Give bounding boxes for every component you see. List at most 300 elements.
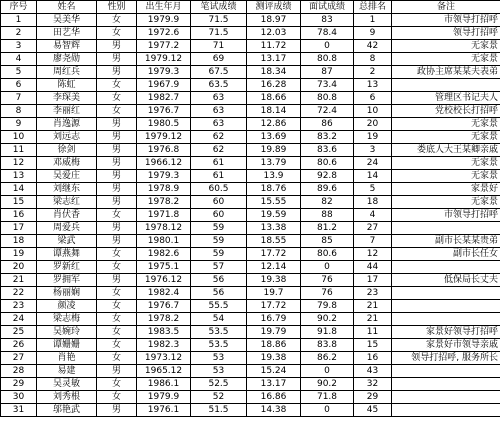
header-interview-score: 面试成绩 [301, 1, 354, 14]
cell-name: 谭姗姗 [37, 339, 97, 352]
cell-gender: 女 [97, 313, 137, 326]
cell-written-score: 59 [191, 248, 247, 261]
cell-index: 27 [1, 352, 37, 365]
cell-name: 邬艳武 [37, 404, 97, 417]
cell-evaluation-score: 19.38 [247, 274, 301, 287]
cell-written-score: 53.5 [191, 339, 247, 352]
cell-name: 吴灵敏 [37, 378, 97, 391]
cell-evaluation-score: 18.97 [247, 14, 301, 27]
cell-birth: 1980.1 [137, 235, 191, 248]
cell-evaluation-score: 17.72 [247, 300, 301, 313]
table-row [1, 66, 500, 79]
cell-remarks: 领导打招呼, 服务所长 [392, 352, 500, 365]
cell-index: 7 [1, 92, 37, 105]
cell-total-rank: 43 [354, 365, 392, 378]
cell-gender: 男 [97, 235, 137, 248]
cell-name: 刘继东 [37, 183, 97, 196]
table-row [1, 118, 500, 131]
cell-interview-score: 86.2 [301, 352, 354, 365]
cell-remarks: 市领导打招呼 [392, 14, 500, 27]
cell-index: 6 [1, 79, 37, 92]
cell-total-rank: 21 [354, 300, 392, 313]
cell-interview-score: 83.6 [301, 144, 354, 157]
cell-gender: 男 [97, 118, 137, 131]
cell-interview-score: 72.4 [301, 105, 354, 118]
header-written-score: 笔试成绩 [191, 1, 247, 14]
cell-written-score: 56 [191, 287, 247, 300]
cell-index: 4 [1, 53, 37, 66]
cell-birth: 1976.12 [137, 274, 191, 287]
cell-birth: 1976.7 [137, 300, 191, 313]
cell-total-rank: 3 [354, 144, 392, 157]
cell-index: 11 [1, 144, 37, 157]
cell-interview-score: 88 [301, 209, 354, 222]
cell-name: 陈虹 [37, 79, 97, 92]
cell-index: 18 [1, 235, 37, 248]
table-row [1, 27, 500, 40]
cell-name: 吴美华 [37, 14, 97, 27]
cell-interview-score: 83.2 [301, 131, 354, 144]
cell-total-rank: 20 [354, 118, 392, 131]
cell-written-score: 69 [191, 53, 247, 66]
table-row [1, 14, 500, 27]
cell-interview-score: 82 [301, 196, 354, 209]
cell-index: 1 [1, 14, 37, 27]
cell-remarks: 市领导打招呼 [392, 209, 500, 222]
cell-interview-score: 83 [301, 14, 354, 27]
cell-remarks: 无家景 [392, 157, 500, 170]
cell-written-score: 61 [191, 157, 247, 170]
cell-written-score: 63 [191, 105, 247, 118]
cell-total-rank: 6 [354, 92, 392, 105]
table-row [1, 326, 500, 339]
cell-evaluation-score: 17.72 [247, 248, 301, 261]
cell-birth: 1979.12 [137, 131, 191, 144]
table-row [1, 300, 500, 313]
cell-birth: 1971.8 [137, 209, 191, 222]
cell-name: 邓威梅 [37, 157, 97, 170]
cell-remarks: 副市长任女 [392, 248, 500, 261]
cell-written-score: 71 [191, 40, 247, 53]
table-row [1, 274, 500, 287]
cell-index: 31 [1, 404, 37, 417]
cell-gender: 男 [97, 157, 137, 170]
cell-gender: 女 [97, 92, 137, 105]
cell-remarks [392, 300, 500, 313]
cell-remarks: 无家景 [392, 131, 500, 144]
cell-remarks [392, 261, 500, 274]
cell-index: 25 [1, 326, 37, 339]
cell-index: 21 [1, 274, 37, 287]
cell-name: 刘远志 [37, 131, 97, 144]
cell-gender: 男 [97, 222, 137, 235]
cell-evaluation-score: 12.86 [247, 118, 301, 131]
cell-written-score: 53.5 [191, 326, 247, 339]
cell-evaluation-score: 12.14 [247, 261, 301, 274]
cell-evaluation-score: 15.24 [247, 365, 301, 378]
cell-interview-score: 0 [301, 365, 354, 378]
header-name: 姓名 [37, 1, 97, 14]
table-row [1, 79, 500, 92]
cell-remarks: 无家景 [392, 53, 500, 66]
cell-total-rank: 19 [354, 131, 392, 144]
cell-written-score: 71.5 [191, 27, 247, 40]
cell-interview-score: 92.8 [301, 170, 354, 183]
cell-total-rank: 1 [354, 14, 392, 27]
cell-remarks: 无家景 [392, 170, 500, 183]
cell-gender: 女 [97, 261, 137, 274]
cell-remarks: 无家景 [392, 196, 500, 209]
cell-index: 26 [1, 339, 37, 352]
cell-evaluation-score: 18.76 [247, 183, 301, 196]
cell-remarks [392, 378, 500, 391]
table-row [1, 144, 500, 157]
cell-gender: 女 [97, 300, 137, 313]
cell-index: 28 [1, 365, 37, 378]
cell-index: 17 [1, 222, 37, 235]
table-row [1, 248, 500, 261]
cell-evaluation-score: 19.89 [247, 144, 301, 157]
cell-gender: 男 [97, 131, 137, 144]
cell-evaluation-score: 19.79 [247, 326, 301, 339]
header-evaluation-score: 测评成绩 [247, 1, 301, 14]
cell-name: 吴婉玲 [37, 326, 97, 339]
cell-interview-score: 90.2 [301, 378, 354, 391]
cell-written-score: 67.5 [191, 66, 247, 79]
cell-index: 23 [1, 300, 37, 313]
cell-written-score: 51.5 [191, 404, 247, 417]
cell-written-score: 53 [191, 365, 247, 378]
cell-evaluation-score: 18.14 [247, 105, 301, 118]
cell-index: 9 [1, 118, 37, 131]
cell-remarks [392, 391, 500, 404]
cell-total-rank: 29 [354, 391, 392, 404]
cell-birth: 1967.9 [137, 79, 191, 92]
cell-remarks: 副市长某某贵弟 [392, 235, 500, 248]
cell-gender: 女 [97, 79, 137, 92]
cell-total-rank: 13 [354, 79, 392, 92]
cell-remarks: 领导打招呼 [392, 27, 500, 40]
cell-remarks: 管理区书记夫人 [392, 92, 500, 105]
cell-written-score: 62 [191, 131, 247, 144]
cell-written-score: 57 [191, 261, 247, 274]
cell-birth: 1976.7 [137, 105, 191, 118]
cell-name: 罗拥军 [37, 274, 97, 287]
cell-evaluation-score: 18.34 [247, 66, 301, 79]
cell-evaluation-score: 13.17 [247, 378, 301, 391]
cell-written-score: 60 [191, 196, 247, 209]
cell-index: 19 [1, 248, 37, 261]
table-row [1, 209, 500, 222]
cell-written-score: 59 [191, 235, 247, 248]
cell-total-rank: 2 [354, 66, 392, 79]
cell-interview-score: 85 [301, 235, 354, 248]
cell-index: 2 [1, 27, 37, 40]
cell-evaluation-score: 13.69 [247, 131, 301, 144]
cell-evaluation-score: 19.59 [247, 209, 301, 222]
cell-birth: 1979.9 [137, 14, 191, 27]
cell-interview-score: 76 [301, 274, 354, 287]
table-row [1, 40, 500, 53]
cell-birth: 1978.2 [137, 313, 191, 326]
cell-gender: 男 [97, 144, 137, 157]
cell-name: 肖艳 [37, 352, 97, 365]
cell-remarks: 无家景 [392, 40, 500, 53]
cell-interview-score: 81.2 [301, 222, 354, 235]
header-remarks: 备注 [392, 1, 500, 14]
cell-birth: 1978.2 [137, 196, 191, 209]
cell-birth: 1978.12 [137, 222, 191, 235]
cell-total-rank: 9 [354, 27, 392, 40]
cell-interview-score: 80.6 [301, 157, 354, 170]
cell-birth: 1986.1 [137, 378, 191, 391]
cell-written-score: 60.5 [191, 183, 247, 196]
cell-evaluation-score: 15.55 [247, 196, 301, 209]
cell-name: 梁志梅 [37, 313, 97, 326]
cell-written-score: 52 [191, 391, 247, 404]
cell-evaluation-score: 13.38 [247, 222, 301, 235]
cell-gender: 男 [97, 53, 137, 66]
cell-gender: 男 [97, 66, 137, 79]
cell-remarks: 娄底人大王某卿亲戚 [392, 144, 500, 157]
cell-total-rank: 17 [354, 274, 392, 287]
table-row [1, 313, 500, 326]
header-total-rank: 总排名 [354, 1, 392, 14]
cell-birth: 1975.1 [137, 261, 191, 274]
cell-written-score: 53 [191, 352, 247, 365]
cell-remarks: 党校校长打招呼 [392, 105, 500, 118]
cell-name: 吴爱庄 [37, 170, 97, 183]
cell-written-score: 56 [191, 274, 247, 287]
cell-birth: 1976.1 [137, 404, 191, 417]
cell-index: 29 [1, 378, 37, 391]
cell-evaluation-score: 18.55 [247, 235, 301, 248]
cell-birth: 1972.6 [137, 27, 191, 40]
cell-total-rank: 16 [354, 352, 392, 365]
cell-written-score: 55.5 [191, 300, 247, 313]
cell-birth: 1979.3 [137, 170, 191, 183]
cell-gender: 男 [97, 40, 137, 53]
cell-remarks [392, 222, 500, 235]
cell-total-rank: 12 [354, 248, 392, 261]
cell-total-rank: 11 [354, 326, 392, 339]
cell-name: 周红兵 [37, 66, 97, 79]
cell-evaluation-score: 18.86 [247, 339, 301, 352]
cell-birth: 1982.6 [137, 248, 191, 261]
cell-birth: 1965.12 [137, 365, 191, 378]
cell-index: 12 [1, 157, 37, 170]
cell-interview-score: 0 [301, 261, 354, 274]
cell-index: 22 [1, 287, 37, 300]
cell-total-rank: 5 [354, 183, 392, 196]
cell-gender: 女 [97, 391, 137, 404]
cell-evaluation-score: 16.28 [247, 79, 301, 92]
cell-total-rank: 8 [354, 53, 392, 66]
cell-written-score: 62 [191, 144, 247, 157]
cell-total-rank: 10 [354, 105, 392, 118]
cell-interview-score: 86 [301, 118, 354, 131]
cell-index: 5 [1, 66, 37, 79]
cell-gender: 女 [97, 352, 137, 365]
cell-index: 3 [1, 40, 37, 53]
cell-written-score: 59 [191, 222, 247, 235]
cell-birth: 1977.2 [137, 40, 191, 53]
cell-name: 杨丽娴 [37, 287, 97, 300]
cell-birth: 1982.3 [137, 339, 191, 352]
cell-total-rank: 32 [354, 378, 392, 391]
cell-name: 李丽红 [37, 105, 97, 118]
cell-total-rank: 23 [354, 287, 392, 300]
cell-interview-score: 76 [301, 287, 354, 300]
cell-written-score: 63.5 [191, 79, 247, 92]
cell-remarks: 家景好领导打招呼 [392, 326, 500, 339]
cell-evaluation-score: 13.79 [247, 157, 301, 170]
cell-gender: 女 [97, 287, 137, 300]
cell-total-rank: 27 [354, 222, 392, 235]
cell-gender: 女 [97, 105, 137, 118]
cell-interview-score: 71.8 [301, 391, 354, 404]
cell-interview-score: 0 [301, 40, 354, 53]
cell-evaluation-score: 11.72 [247, 40, 301, 53]
cell-gender: 女 [97, 339, 137, 352]
cell-interview-score: 73.4 [301, 79, 354, 92]
cell-gender: 女 [97, 27, 137, 40]
cell-name: 易智辉 [37, 40, 97, 53]
table-row [1, 261, 500, 274]
cell-evaluation-score: 14.38 [247, 404, 301, 417]
cell-name: 梁武 [37, 235, 97, 248]
cell-evaluation-score: 13.17 [247, 53, 301, 66]
cell-name: 肖逸源 [37, 118, 97, 131]
cell-gender: 女 [97, 326, 137, 339]
cell-total-rank: 24 [354, 157, 392, 170]
cell-index: 16 [1, 209, 37, 222]
cell-birth: 1980.5 [137, 118, 191, 131]
table-row [1, 339, 500, 352]
cell-interview-score: 80.8 [301, 92, 354, 105]
cell-total-rank: 4 [354, 209, 392, 222]
cell-name: 徐剑 [37, 144, 97, 157]
cell-evaluation-score: 16.79 [247, 313, 301, 326]
cell-index: 15 [1, 196, 37, 209]
cell-name: 廖尧勋 [37, 53, 97, 66]
cell-remarks [392, 365, 500, 378]
table-row [1, 92, 500, 105]
table-row [1, 131, 500, 144]
cell-gender: 男 [97, 170, 137, 183]
cell-name: 刘秀根 [37, 391, 97, 404]
cell-name: 田艺华 [37, 27, 97, 40]
cell-total-rank: 15 [354, 339, 392, 352]
cell-interview-score: 80.8 [301, 53, 354, 66]
cell-birth: 1983.5 [137, 326, 191, 339]
cell-index: 10 [1, 131, 37, 144]
header-row [1, 1, 500, 14]
cell-gender: 男 [97, 196, 137, 209]
cell-gender: 女 [97, 14, 137, 27]
cell-name: 肖伏香 [37, 209, 97, 222]
cell-remarks: 家景好 [392, 183, 500, 196]
header-gender: 性别 [97, 1, 137, 14]
table-row [1, 170, 500, 183]
cell-birth: 1966.12 [137, 157, 191, 170]
cell-written-score: 60 [191, 209, 247, 222]
cell-interview-score: 83.8 [301, 339, 354, 352]
cell-birth: 1979.12 [137, 53, 191, 66]
cell-total-rank: 18 [354, 196, 392, 209]
table-row [1, 196, 500, 209]
cell-interview-score: 80.6 [301, 248, 354, 261]
header-index: 序号 [1, 1, 37, 14]
cell-gender: 女 [97, 248, 137, 261]
cell-evaluation-score: 19.7 [247, 287, 301, 300]
cell-evaluation-score: 12.03 [247, 27, 301, 40]
cell-gender: 男 [97, 274, 137, 287]
cell-name: 颜凌 [37, 300, 97, 313]
table-row [1, 235, 500, 248]
cell-remarks [392, 313, 500, 326]
cell-birth: 1978.9 [137, 183, 191, 196]
table-row [1, 183, 500, 196]
cell-birth: 1976.8 [137, 144, 191, 157]
cell-index: 13 [1, 170, 37, 183]
cell-name: 梁志红 [37, 196, 97, 209]
cell-gender: 女 [97, 209, 137, 222]
table-row [1, 391, 500, 404]
cell-name: 谭燕舞 [37, 248, 97, 261]
cell-total-rank: 45 [354, 404, 392, 417]
cell-written-score: 71.5 [191, 14, 247, 27]
cell-interview-score: 79.8 [301, 300, 354, 313]
cell-written-score: 61 [191, 170, 247, 183]
cell-remarks [392, 404, 500, 417]
cell-index: 30 [1, 391, 37, 404]
table-row [1, 222, 500, 235]
cell-name: 易建 [37, 365, 97, 378]
cell-written-score: 63 [191, 92, 247, 105]
cell-name: 罗新红 [37, 261, 97, 274]
table-row [1, 378, 500, 391]
cell-gender: 男 [97, 183, 137, 196]
table-row [1, 157, 500, 170]
cell-index: 20 [1, 261, 37, 274]
cell-name: 周爱兵 [37, 222, 97, 235]
header-birth: 出生年月 [137, 1, 191, 14]
cell-remarks: 低保局长丈夫 [392, 274, 500, 287]
cell-name: 李琛美 [37, 92, 97, 105]
table-row [1, 352, 500, 365]
table-row [1, 105, 500, 118]
cell-total-rank: 7 [354, 235, 392, 248]
cell-written-score: 52.5 [191, 378, 247, 391]
cell-evaluation-score: 16.86 [247, 391, 301, 404]
cell-index: 14 [1, 183, 37, 196]
cell-birth: 1982.4 [137, 287, 191, 300]
table-row [1, 404, 500, 417]
cell-gender: 男 [97, 404, 137, 417]
cell-evaluation-score: 18.66 [247, 92, 301, 105]
table-row [1, 53, 500, 66]
cell-interview-score: 89.6 [301, 183, 354, 196]
cell-birth: 1979.3 [137, 66, 191, 79]
cell-gender: 男 [97, 365, 137, 378]
cell-birth: 1973.12 [137, 352, 191, 365]
table-row [1, 287, 500, 300]
cell-remarks: 无家景 [392, 118, 500, 131]
cell-remarks: 家景好市领导亲戚 [392, 339, 500, 352]
cell-index: 8 [1, 105, 37, 118]
cell-remarks [392, 287, 500, 300]
